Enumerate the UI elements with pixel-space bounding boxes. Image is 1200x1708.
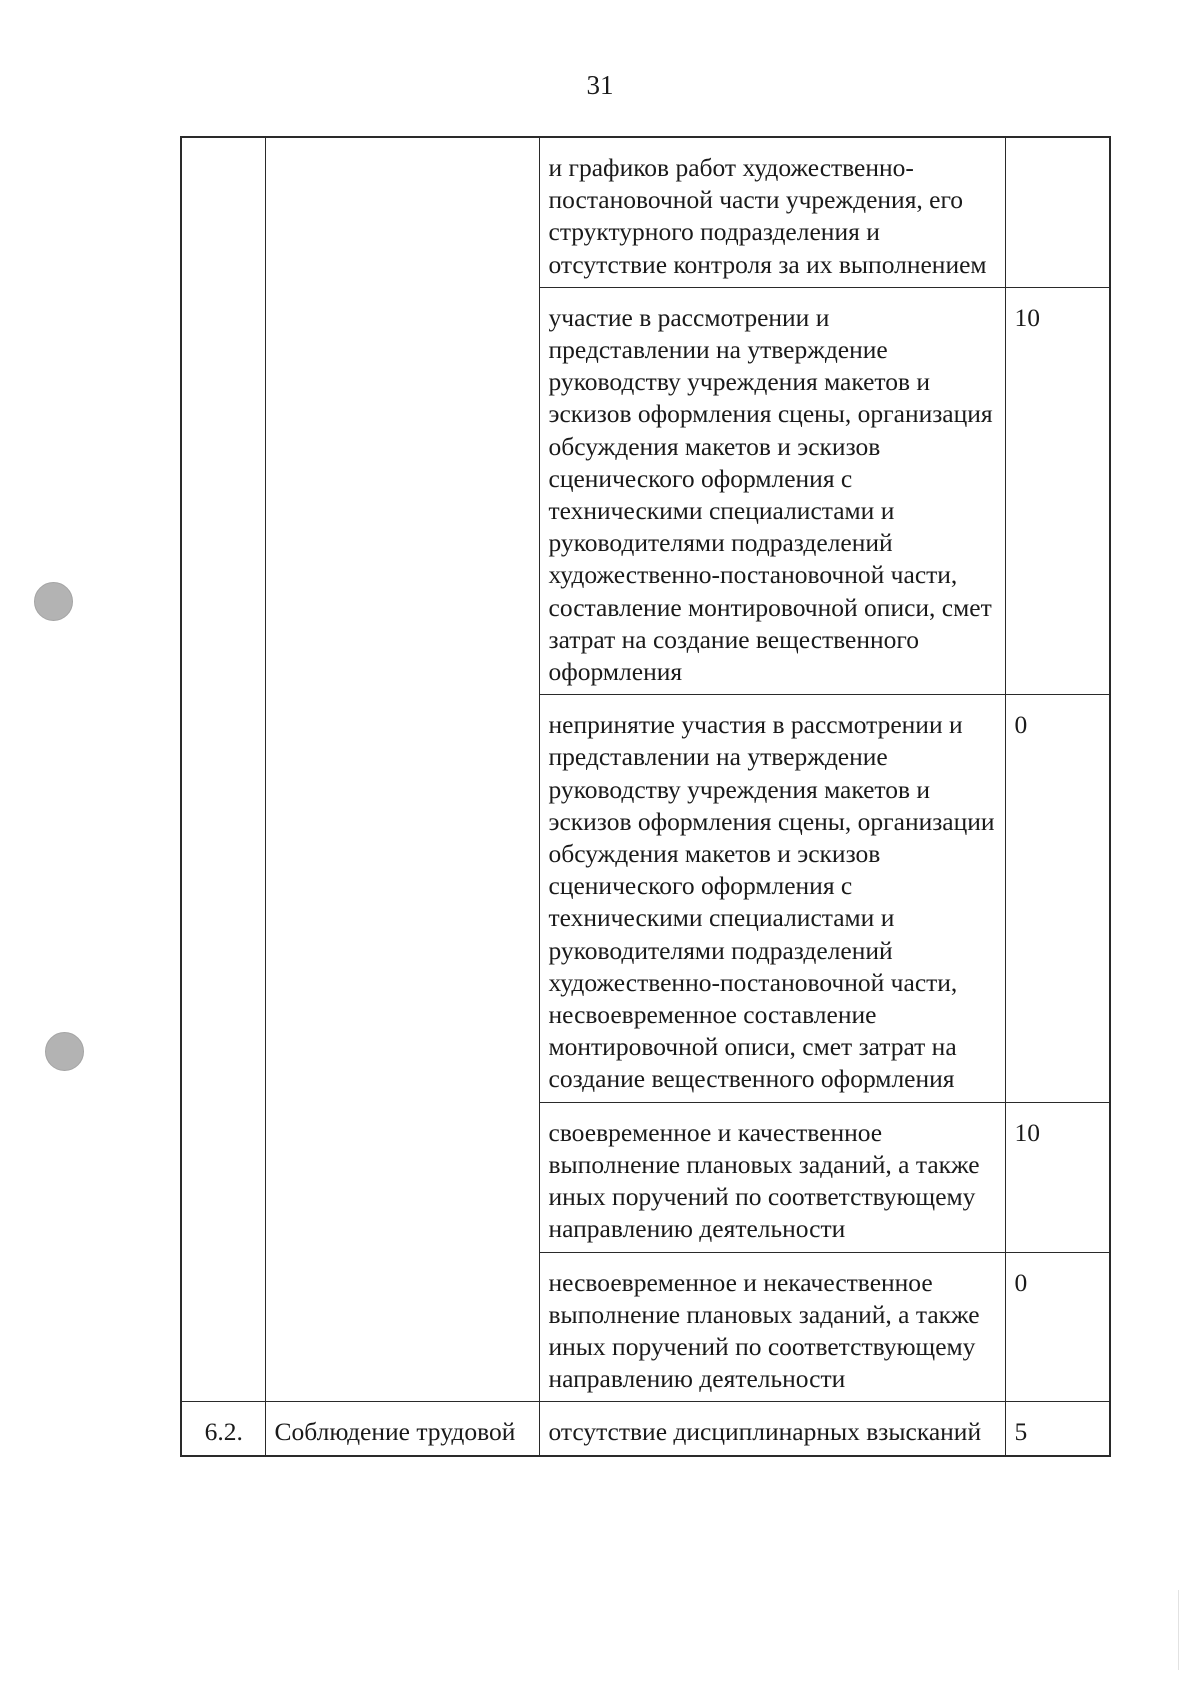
criterion-cell: отсутствие дисциплинарных взысканий	[539, 1402, 1005, 1456]
table-row	[181, 1402, 1110, 1456]
criterion-cell: и графиков работ художественно-постановочной части учреждения, его структурного подразделения и отсутствие контроля за их выполнением	[539, 137, 1005, 287]
criterion-cell: участие в рассмотрении и представлении на утверждение руководству учреждения макетов и эскизов оформления сцены, организация обсуждения макетов и эскизов сценического оформления с техническими специалистами и руководителями подразделений художественно-постановочной части, составление монтировочной описи, смет затрат на создание вещественного оформления	[539, 287, 1005, 694]
criterion-cell: своевременное и качественное выполнение плановых заданий, а также иных поручений по соответствующему направлению деятельности	[539, 1102, 1005, 1252]
criteria-table	[180, 136, 1111, 1457]
table-row	[181, 137, 1110, 287]
punch-hole-mark	[34, 582, 73, 621]
points-cell: 0	[1005, 1252, 1110, 1402]
points-cell: 5	[1005, 1402, 1110, 1456]
page-number: 31	[586, 70, 614, 100]
number-cell	[181, 137, 265, 1402]
indicator-cell	[265, 137, 539, 1402]
row-number-cell: 6.2.	[181, 1402, 265, 1456]
punch-hole-mark	[45, 1032, 84, 1071]
points-cell: 0	[1005, 695, 1110, 1102]
points-cell: 10	[1005, 287, 1110, 694]
points-cell	[1005, 137, 1110, 287]
points-cell: 10	[1005, 1102, 1110, 1252]
criterion-cell: непринятие участия в рассмотрении и представлении на утверждение руководству учреждения макетов и эскизов оформления сцены, организации обсуждения макетов и эскизов сценического оформления с техническими специалистами и руководителями подразделений художественно-постановочной части, несвоевременное составление монтировочной описи, смет затрат на создание вещественного оформления	[539, 695, 1005, 1102]
indicator-cell: Соблюдение трудовой	[265, 1402, 539, 1456]
criterion-cell: несвоевременное и некачественное выполнение плановых заданий, а также иных поручений по соответствующему направлению деятельности	[539, 1252, 1005, 1402]
scan-edge-line	[1178, 1590, 1179, 1670]
